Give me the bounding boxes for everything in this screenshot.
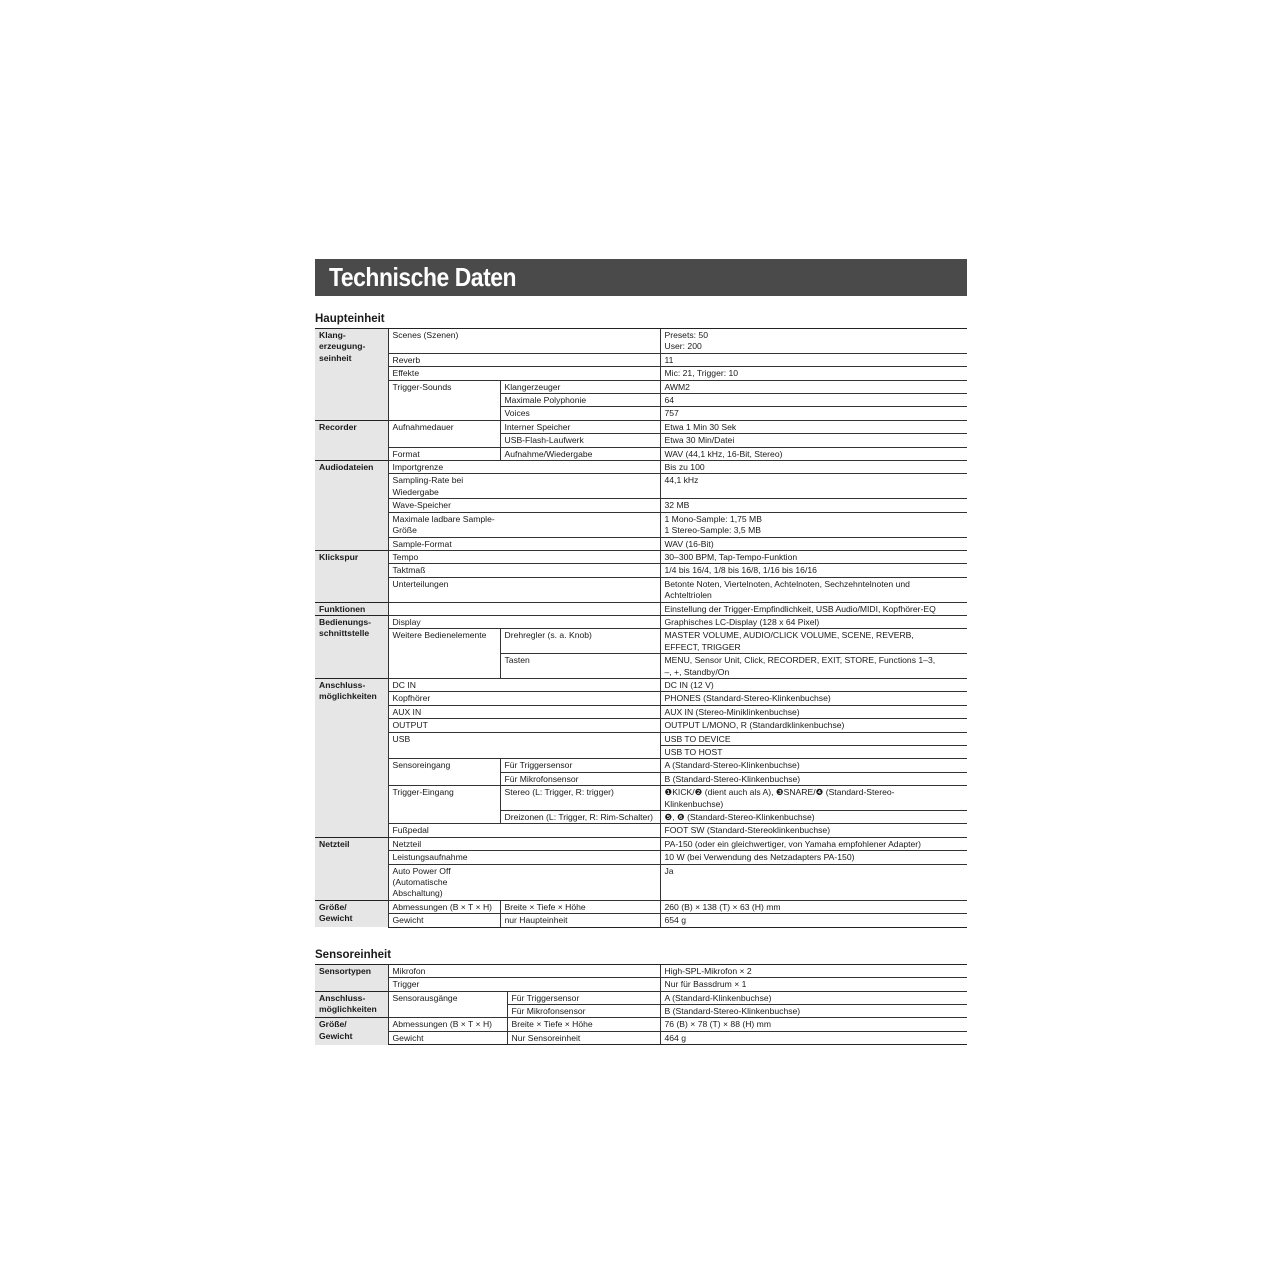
category-cell: Audiodateien [315,461,388,551]
table-row [315,654,967,679]
spec-value-cell: Mic: 21, Trigger: 10 [660,367,967,380]
table-row [315,499,967,512]
table-row [315,837,967,850]
spec-subitem-cell [507,964,660,977]
table-row [315,353,967,366]
spec-item-cell: Maximale ladbare Sample-Größe [388,512,500,537]
spec-item-cell: Abmessungen (B × T × H) [388,1018,507,1031]
category-cell: Größe/ Gewicht [315,1018,388,1045]
spec-value-cell: ❶KICK/❷ (dient auch als A), ❸SNARE/❹ (Standard-Stereo- Klinkenbuchse) [660,786,967,811]
spec-value-cell: MENU, Sensor Unit, Click, RECORDER, EXIT, STORE, Functions 1–3, –, +, Standby/On [660,654,967,679]
spec-subitem-cell: Tasten [500,654,660,679]
spec-value-cell: 654 g [660,914,967,927]
spec-subitem-cell: Aufnahme/Wiedergabe [500,447,660,460]
table-row [315,394,967,407]
spec-item-cell: Weitere Bedienelemente [388,629,500,654]
category-cell: Bedienungs- schnittstelle [315,615,388,678]
spec-value-cell: 260 (B) × 138 (T) × 63 (H) mm [660,900,967,913]
spec-item-cell: Abmessungen (B × T × H) [388,900,500,913]
spec-value-cell: AWM2 [660,380,967,393]
spec-item-cell [388,407,500,420]
spec-subitem-cell [500,692,660,705]
spec-value-cell: A (Standard-Klinkenbuchse) [660,991,967,1004]
page-title: Technische Daten [329,262,517,292]
table-row [315,759,967,772]
table-row [315,851,967,864]
table-row [315,512,967,537]
spec-item-cell: Sensoreingang [388,759,500,772]
spec-subitem-cell [500,705,660,718]
spec-subitem-cell [500,537,660,550]
spec-item-cell [388,434,500,447]
section-heading-sensor-unit: Sensoreinheit [315,948,392,961]
spec-value-cell: DC IN (12 V) [660,678,967,691]
spec-subitem-cell [500,353,660,366]
spec-item-cell [388,602,500,615]
category-cell: Klang- erzeugung- seinheit [315,329,388,421]
spec-subitem-cell [500,837,660,850]
table-row [315,811,967,824]
spec-subitem-cell [500,615,660,628]
spec-value-cell: 464 g [660,1031,967,1044]
spec-value-cell: B (Standard-Stereo-Klinkenbuchse) [660,772,967,785]
spec-item-cell: Auto Power Off (Automatische Abschaltung) [388,864,500,900]
table-row [315,564,967,577]
table-row [315,420,967,433]
spec-subitem-cell [500,824,660,837]
spec-subitem-cell: Klangerzeuger [500,380,660,393]
spec-value-cell: B (Standard-Stereo-Klinkenbuchse) [660,1004,967,1017]
spec-subitem-cell: Breite × Tiefe × Höhe [500,900,660,913]
spec-subitem-cell: Stereo (L: Trigger, R: trigger) [500,786,660,811]
table-row [315,719,967,732]
spec-value-cell: A (Standard-Stereo-Klinkenbuchse) [660,759,967,772]
spec-value-cell: WAV (16-Bit) [660,537,967,550]
spec-item-cell [388,654,500,679]
spec-value-cell: Presets: 50 User: 200 [660,329,967,354]
table-row [315,914,967,927]
spec-value-cell: 11 [660,353,967,366]
category-cell: Anschluss- möglichkeiten [315,678,388,837]
table-row [315,864,967,900]
spec-item-cell: DC IN [388,678,500,691]
spec-subitem-cell: Voices [500,407,660,420]
table-row [315,746,967,759]
spec-item-cell: Netzteil [388,837,500,850]
spec-item-cell: USB [388,732,500,745]
spec-item-cell: Reverb [388,353,500,366]
spec-item-cell: Importgrenze [388,461,500,474]
spec-item-cell: Gewicht [388,1031,507,1044]
table-row [315,678,967,691]
spec-subitem-cell [500,512,660,537]
table-row [315,474,967,499]
spec-subitem-cell [500,577,660,602]
spec-subitem-cell [500,719,660,732]
spec-value-cell: 1/4 bis 16/4, 1/8 bis 16/8, 1/16 bis 16/16 [660,564,967,577]
spec-value-cell: Etwa 30 Min/Datei [660,434,967,447]
spec-value-cell: FOOT SW (Standard-Stereoklinkenbuchse) [660,824,967,837]
page-title-bar [315,259,967,296]
spec-subitem-cell [500,564,660,577]
spec-value-cell: 757 [660,407,967,420]
table-row [315,602,967,615]
table-row [315,824,967,837]
spec-subitem-cell: Für Triggersensor [500,759,660,772]
spec-subitem-cell: nur Haupteinheit [500,914,660,927]
spec-subitem-cell [500,367,660,380]
spec-item-cell: Taktmaß [388,564,500,577]
spec-value-cell: MASTER VOLUME, AUDIO/CLICK VOLUME, SCENE, REVERB, EFFECT, TRIGGER [660,629,967,654]
spec-subitem-cell [500,329,660,354]
table-row [315,991,967,1004]
table-row [315,978,967,991]
table-row [315,786,967,811]
spec-value-cell: 10 W (bei Verwendung des Netzadapters PA-150) [660,851,967,864]
spec-subitem-cell [500,746,660,759]
spec-subitem-cell: Drehregler (s. a. Knob) [500,629,660,654]
spec-subitem-cell: Für Triggersensor [507,991,660,1004]
spec-item-cell: Wave-Speicher [388,499,500,512]
spec-item-cell: Trigger-Eingang [388,786,500,811]
category-cell: Anschluss- möglichkeiten [315,991,388,1018]
spec-subitem-cell: Breite × Tiefe × Höhe [507,1018,660,1031]
spec-item-cell: Effekte [388,367,500,380]
category-cell: Klickspur [315,550,388,602]
spec-subitem-cell [500,602,660,615]
spec-subitem-cell [500,474,660,499]
table-row [315,1018,967,1031]
spec-value-cell: Graphisches LC-Display (128 x 64 Pixel) [660,615,967,628]
spec-subitem-cell [500,678,660,691]
spec-item-cell [388,772,500,785]
spec-item-cell: Sensorausgänge [388,991,507,1004]
table-row [315,629,967,654]
spec-value-cell: PA-150 (oder ein gleichwertiger, von Yamaha empfohlener Adapter) [660,837,967,850]
table-row [315,615,967,628]
table-row [315,434,967,447]
spec-value-cell: Einstellung der Trigger-Empfindlichkeit, USB Audio/MIDI, Kopfhörer-EQ [660,602,967,615]
spec-value-cell: 76 (B) × 78 (T) × 88 (H) mm [660,1018,967,1031]
spec-subitem-cell: Dreizonen (L: Trigger, R: Rim-Schalter) [500,811,660,824]
spec-value-cell: USB TO HOST [660,746,967,759]
table-row [315,692,967,705]
table-row [315,550,967,563]
spec-item-cell [388,811,500,824]
table-row [315,772,967,785]
spec-value-cell: USB TO DEVICE [660,732,967,745]
spec-subitem-cell [500,732,660,745]
section-heading-main-unit: Haupteinheit [315,313,385,325]
spec-item-cell: Leistungsaufnahme [388,851,500,864]
spec-subitem-cell: Für Mikrofonsensor [507,1004,660,1017]
table-row [315,1004,967,1017]
spec-value-cell: 1 Mono-Sample: 1,75 MB 1 Stereo-Sample: 3,5 MB [660,512,967,537]
spec-item-cell: Kopfhörer [388,692,500,705]
category-cell: Sensortypen [315,964,388,991]
spec-item-cell: Gewicht [388,914,500,927]
spec-item-cell: Tempo [388,550,500,563]
table-row [315,1031,967,1044]
category-cell: Recorder [315,420,388,460]
spec-item-cell: Unterteilungen [388,577,500,602]
table-row [315,705,967,718]
spec-item-cell [388,746,500,759]
category-cell: Funktionen [315,602,388,615]
spec-item-cell: Scenes (Szenen) [388,329,500,354]
table-row [315,461,967,474]
spec-item-cell: OUTPUT [388,719,500,732]
spec-subitem-cell: USB-Flash-Laufwerk [500,434,660,447]
spec-table-main-unit [315,328,967,928]
table-row [315,380,967,393]
spec-value-cell: High-SPL-Mikrofon × 2 [660,964,967,977]
spec-value-cell: 64 [660,394,967,407]
spec-subitem-cell: Interner Speicher [500,420,660,433]
spec-subitem-cell: Maximale Polyphonie [500,394,660,407]
table-row [315,407,967,420]
spec-item-cell: AUX IN [388,705,500,718]
spec-subitem-cell [500,461,660,474]
table-row [315,367,967,380]
spec-value-cell: AUX IN (Stereo-Miniklinkenbuchse) [660,705,967,718]
spec-item-cell [388,394,500,407]
table-row [315,447,967,460]
table-row [315,329,967,354]
spec-item-cell: Mikrofon [388,964,507,977]
spec-subitem-cell [500,851,660,864]
spec-item-cell: Trigger-Sounds [388,380,500,393]
table-row [315,537,967,550]
spec-subitem-cell [500,864,660,900]
spec-subitem-cell [507,978,660,991]
spec-page [315,259,967,1045]
spec-subitem-cell [500,550,660,563]
spec-value-cell: 30–300 BPM, Tap-Tempo-Funktion [660,550,967,563]
spec-value-cell: OUTPUT L/MONO, R (Standardklinkenbuchse) [660,719,967,732]
spec-value-cell: ❺, ❻ (Standard-Stereo-Klinkenbuchse) [660,811,967,824]
spec-value-cell: Betonte Noten, Viertelnoten, Achtelnoten, Sechzehntelnoten und Achteltriolen [660,577,967,602]
table-row [315,732,967,745]
category-cell: Netzteil [315,837,388,900]
spec-value-cell: Bis zu 100 [660,461,967,474]
spec-value-cell: 44,1 kHz [660,474,967,499]
spec-item-cell: Sample-Format [388,537,500,550]
table-row [315,577,967,602]
spec-value-cell: Nur für Bassdrum × 1 [660,978,967,991]
spec-item-cell: Trigger [388,978,507,991]
spec-subitem-cell: Nur Sensoreinheit [507,1031,660,1044]
spec-value-cell: PHONES (Standard-Stereo-Klinkenbuchse) [660,692,967,705]
table-row [315,964,967,977]
spec-value-cell: Ja [660,864,967,900]
table-row [315,900,967,913]
spec-table-sensor-unit [315,964,967,1045]
spec-value-cell: Etwa 1 Min 30 Sek [660,420,967,433]
spec-item-cell [388,1004,507,1017]
spec-value-cell: 32 MB [660,499,967,512]
category-cell: Größe/ Gewicht [315,900,388,927]
spec-item-cell: Display [388,615,500,628]
spec-item-cell: Sampling-Rate bei Wiedergabe [388,474,500,499]
spec-value-cell: WAV (44,1 kHz, 16-Bit, Stereo) [660,447,967,460]
spec-subitem-cell [500,499,660,512]
spec-item-cell: Format [388,447,500,460]
spec-subitem-cell: Für Mikrofonsensor [500,772,660,785]
spec-item-cell: Aufnahmedauer [388,420,500,433]
spec-item-cell: Fußpedal [388,824,500,837]
